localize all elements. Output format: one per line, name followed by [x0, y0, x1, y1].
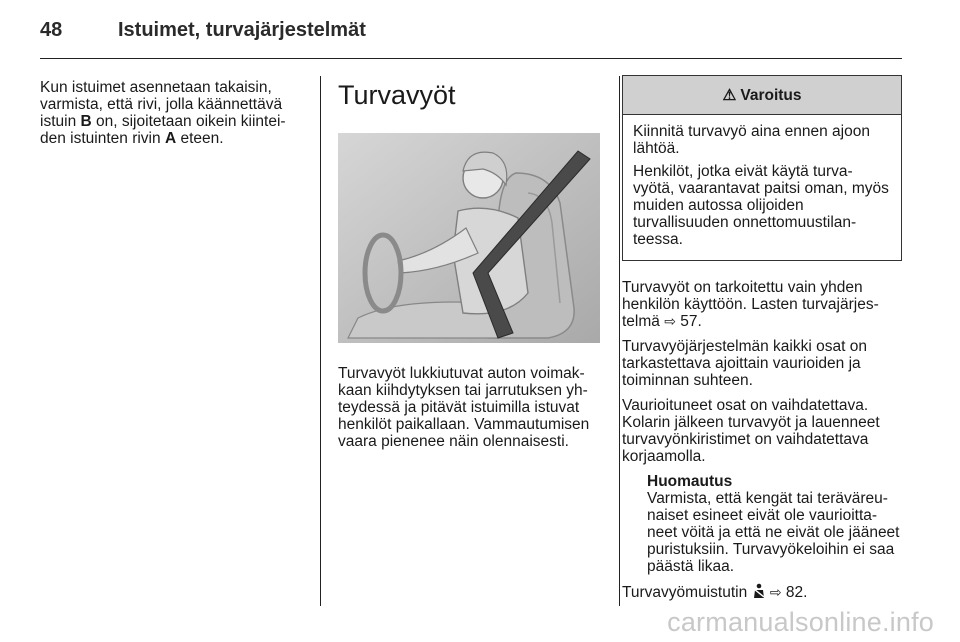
- single-person-paragraph: Turvavyöt on tarkoitettu vain yhden henkilön käyttöön. Lasten turvajärjes-telmä ⇨ 57.: [622, 279, 879, 330]
- page-number: 48: [40, 19, 63, 41]
- warning-header: [623, 76, 901, 115]
- column-divider-right: [619, 76, 620, 606]
- reinstall-paragraph: Kun istuimet asennetaan takaisin, varmista, että rivi, jolla käännettävä istuin B on, sijoitetaan oikein kiintei-den istuinten rivin A eteen.: [40, 79, 286, 147]
- page-reference-icon: ⇨: [664, 313, 676, 329]
- note-block: [622, 473, 904, 575]
- reminder-paragraph: Turvavyömuistutin ⇨ 82.: [622, 584, 808, 601]
- seatbelt-illustration: [338, 133, 600, 343]
- column-divider-left: [320, 76, 321, 606]
- seatbelt-caption: Turvavyöt lukkiutuvat auton voimak-kaan kiihdytyksen tai jarrutuksen yh-teydessä ja pitävät istuimilla istuvat henkilöt paikallaan. Vammautumisen vaara pienenee näin olennaisesti.: [338, 365, 590, 450]
- middle-column: [338, 75, 608, 458]
- replacement-paragraph: Vaurioituneet osat on vaihdatettava. Kolarin jälkeen turvavyöt ja lauenneet turvavyönkiristimet on vaihdatettava korjaamolla.: [622, 397, 880, 465]
- warning-text-2: Henkilöt, jotka eivät käytä turva-vyötä, vaarantavat paitsi oman, myös muiden autossa olijoiden turvallisuuden onnettomuustilan-teessa.: [633, 163, 889, 248]
- note-text: Varmista, että kengät tai teräväreu-naiset esineet eivät ole vaurioitta-neet vöitä ja että ne eivät ole jääneet puristuksiin. Turvavyökeloihin ei saa päästä likaa.: [647, 490, 900, 575]
- warning-box: [622, 75, 902, 261]
- page-reference-icon: ⇨: [769, 584, 782, 600]
- seatbelt-icon: [752, 583, 766, 599]
- warning-body: [623, 115, 901, 260]
- warning-icon: ⚠: [722, 86, 737, 104]
- watermark: carmanualsonline.info: [667, 607, 934, 637]
- warning-text-1: Kiinnitä turvavyö aina ennen ajoon lähtöä.: [633, 123, 870, 157]
- section-title: Turvavyöt: [338, 80, 456, 110]
- header-divider: [40, 58, 902, 59]
- inspection-paragraph: Turvavyöjärjestelmän kaikki osat on tarkastettava ajoittain vaurioiden ja toiminnan suhteen.: [622, 338, 867, 389]
- warning-title: Varoitus: [740, 86, 802, 104]
- left-column: [40, 79, 310, 155]
- note-title: Huomautus: [647, 473, 733, 490]
- right-column: [622, 75, 904, 609]
- page-header-title: Istuimet, turvajärjestelmät: [118, 19, 366, 41]
